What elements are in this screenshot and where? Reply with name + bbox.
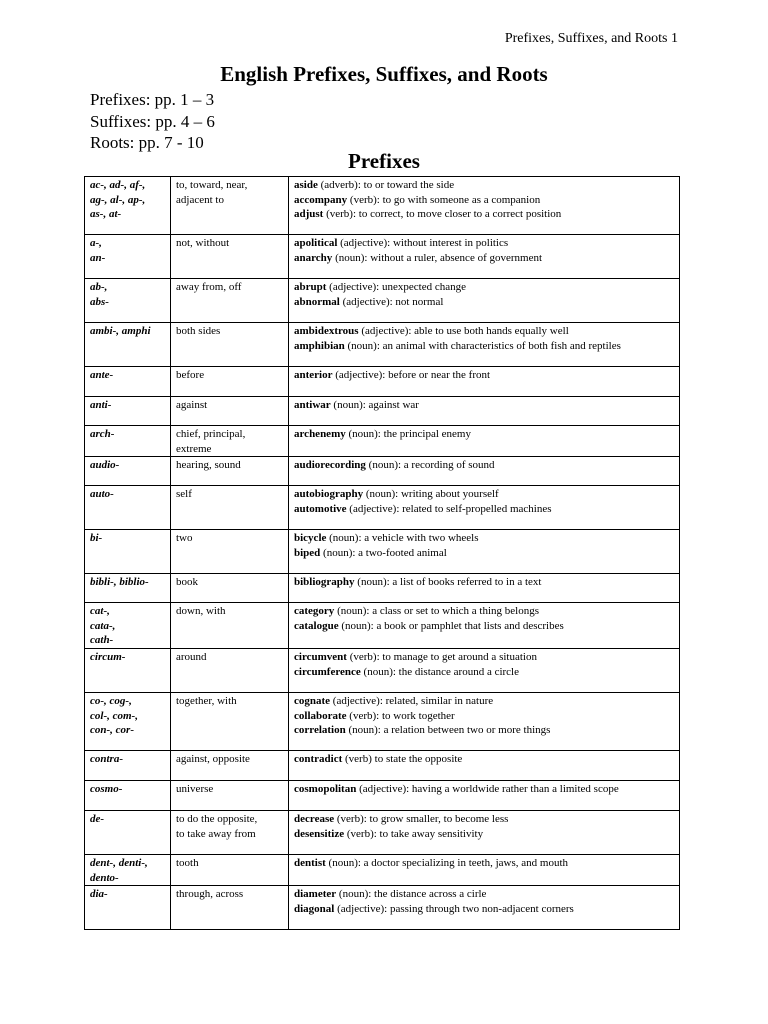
example-definition: (noun): a recording of sound xyxy=(365,459,495,472)
example-word: anterior xyxy=(294,369,333,381)
example-definition: (adjective): related to self-propelled machines xyxy=(346,502,552,515)
example-definition: (noun): the distance around a circle xyxy=(360,665,519,678)
example-word: ambidextrous xyxy=(294,325,359,337)
table-row xyxy=(85,367,680,397)
section-title: Prefixes xyxy=(348,149,420,173)
example-line xyxy=(294,782,674,797)
meaning-cell: tooth xyxy=(171,854,289,885)
prefix-cell: bibli-, biblio- xyxy=(85,574,171,603)
prefix-cell: ante- xyxy=(85,367,171,397)
example-word: aside xyxy=(294,179,318,191)
prefix-table-body xyxy=(85,177,680,930)
example-word: circumvent xyxy=(294,650,347,663)
meaning-cell: both sides xyxy=(171,323,289,367)
example-line xyxy=(294,280,674,295)
example-definition: (noun): a book or pamphlet that lists and describes xyxy=(338,619,564,632)
example-definition: (verb): to take away sensitivity xyxy=(344,827,484,840)
meaning-cell: around xyxy=(171,648,289,692)
prefix-table xyxy=(84,176,680,930)
examples-cell xyxy=(289,177,680,235)
table-row xyxy=(85,648,680,692)
example-line xyxy=(294,251,674,266)
prefix-cell: bi- xyxy=(85,530,171,574)
example-word: category xyxy=(294,605,335,618)
example-word: circumference xyxy=(294,665,361,678)
meaning-cell: universe xyxy=(171,780,289,810)
example-word: dentist xyxy=(294,856,326,869)
toc-suffixes: Suffixes: pp. 4 – 6 xyxy=(90,111,215,131)
table-row xyxy=(85,457,680,486)
example-line xyxy=(294,546,674,561)
example-definition: (verb): to work together xyxy=(346,709,455,722)
document-title: English Prefixes, Suffixes, and Roots xyxy=(220,62,548,86)
prefix-cell: arch- xyxy=(85,426,171,457)
example-definition: (verb): to go with someone as a companion xyxy=(347,193,541,206)
example-word: bicycle xyxy=(294,532,327,545)
example-definition: (verb): to manage to get around a situation xyxy=(346,650,537,663)
meaning-cell: before xyxy=(171,367,289,397)
example-definition: (adjective): without interest in politics xyxy=(337,237,509,249)
example-definition: (noun): a doctor specializing in teeth, jaws, and mouth xyxy=(325,856,569,869)
prefix-cell: cosmo- xyxy=(85,780,171,810)
example-line xyxy=(294,324,674,339)
example-definition: (adjective): having a worldwide rather than a limited scope xyxy=(356,782,619,795)
prefix-cell: dia- xyxy=(85,886,171,930)
meaning-cell: against xyxy=(171,397,289,426)
example-word: cognate xyxy=(294,694,331,707)
example-definition: (noun): without a ruler, absence of government xyxy=(332,251,543,264)
running-head: Prefixes, Suffixes, and Roots 1 xyxy=(504,31,678,46)
table-row xyxy=(85,574,680,603)
example-definition: (adjective): unexpected change xyxy=(326,281,466,293)
examples-cell xyxy=(289,810,680,854)
examples-cell xyxy=(289,367,680,397)
example-line xyxy=(294,604,674,619)
prefix-cell: cat-, cata-, cath- xyxy=(85,603,171,649)
example-definition: (adjective): passing through two non-adjacent corners xyxy=(334,902,574,915)
prefix-cell: ac-, ad-, af-, ag-, al-, ap-, as-, at- xyxy=(85,177,171,235)
table-row xyxy=(85,750,680,780)
example-line xyxy=(294,339,674,354)
prefix-cell: co-, cog-, col-, com-, con-, cor- xyxy=(85,692,171,750)
table-row xyxy=(85,323,680,367)
example-definition: (noun): the distance across a cirle xyxy=(336,888,487,901)
example-line xyxy=(294,709,674,724)
example-line xyxy=(294,427,674,442)
example-word: collaborate xyxy=(294,709,347,722)
example-word: anarchy xyxy=(294,251,333,264)
example-word: abrupt xyxy=(294,281,327,293)
example-word: autobiography xyxy=(294,488,364,501)
examples-cell xyxy=(289,854,680,885)
prefix-cell: anti- xyxy=(85,397,171,426)
example-line xyxy=(294,207,674,222)
meaning-cell: not, without xyxy=(171,235,289,279)
examples-cell xyxy=(289,397,680,426)
example-definition: (adjective): before or near the front xyxy=(332,369,491,381)
example-word: catalogue xyxy=(294,619,339,632)
example-line xyxy=(294,193,674,208)
example-line xyxy=(294,531,674,546)
table-row xyxy=(85,279,680,323)
example-definition: (noun): a class or set to which a thing belongs xyxy=(334,605,539,618)
example-word: archenemy xyxy=(294,428,346,440)
example-word: diameter xyxy=(294,888,337,901)
example-line xyxy=(294,650,674,665)
examples-cell xyxy=(289,574,680,603)
example-line xyxy=(294,295,674,310)
example-word: correlation xyxy=(294,724,346,737)
examples-cell xyxy=(289,426,680,457)
meaning-cell: self xyxy=(171,486,289,530)
table-row xyxy=(85,810,680,854)
meaning-cell: book xyxy=(171,574,289,603)
example-line xyxy=(294,458,674,473)
prefix-cell: de- xyxy=(85,810,171,854)
example-definition: (adverb): to or toward the side xyxy=(317,179,455,191)
examples-cell xyxy=(289,323,680,367)
example-word: abnormal xyxy=(294,295,340,308)
examples-cell xyxy=(289,780,680,810)
example-definition: (noun): a two-footed animal xyxy=(320,546,447,559)
examples-cell xyxy=(289,235,680,279)
example-word: adjust xyxy=(294,208,324,221)
example-word: bibliography xyxy=(294,576,355,589)
examples-cell xyxy=(289,692,680,750)
meaning-cell: down, with xyxy=(171,603,289,649)
meaning-cell: to, toward, near, adjacent to xyxy=(171,177,289,235)
example-definition: (adjective): related, similar in nature xyxy=(330,694,494,707)
example-definition: (noun): writing about yourself xyxy=(363,488,499,501)
example-definition: (noun): an animal with characteristics of both fish and reptiles xyxy=(344,339,621,352)
example-line xyxy=(294,694,674,709)
example-line xyxy=(294,368,674,383)
example-line xyxy=(294,502,674,517)
meaning-cell: two xyxy=(171,530,289,574)
table-row xyxy=(85,426,680,457)
example-word: apolitical xyxy=(294,237,338,249)
example-definition: (noun): a vehicle with two wheels xyxy=(326,532,479,545)
example-definition: (adjective): able to use both hands equally well xyxy=(358,325,569,337)
example-word: antiwar xyxy=(294,399,331,411)
example-word: desensitize xyxy=(294,827,345,840)
example-line xyxy=(294,856,674,871)
example-word: biped xyxy=(294,546,321,559)
example-line xyxy=(294,398,674,413)
example-definition: (noun): the principal enemy xyxy=(345,428,471,440)
examples-cell xyxy=(289,279,680,323)
examples-cell xyxy=(289,750,680,780)
example-line xyxy=(294,723,674,738)
prefix-cell: auto- xyxy=(85,486,171,530)
examples-cell xyxy=(289,457,680,486)
table-row xyxy=(85,235,680,279)
meaning-cell: together, with xyxy=(171,692,289,750)
example-definition: (verb): to correct, to move closer to a correct position xyxy=(323,208,562,221)
example-line xyxy=(294,619,674,634)
examples-cell xyxy=(289,603,680,649)
example-definition: (noun): a relation between two or more things xyxy=(345,724,551,737)
prefix-cell: circum- xyxy=(85,648,171,692)
example-line xyxy=(294,902,674,917)
example-definition: (verb): to grow smaller, to become less xyxy=(334,812,509,825)
examples-cell xyxy=(289,886,680,930)
meaning-cell: through, across xyxy=(171,886,289,930)
example-line xyxy=(294,575,674,590)
example-word: amphibian xyxy=(294,339,345,352)
table-row xyxy=(85,692,680,750)
example-word: contradict xyxy=(294,752,343,765)
example-line xyxy=(294,178,674,193)
table-row xyxy=(85,854,680,885)
table-of-contents xyxy=(90,89,215,154)
example-word: diagonal xyxy=(294,902,335,915)
meaning-cell: chief, principal, extreme xyxy=(171,426,289,457)
toc-prefixes: Prefixes: pp. 1 – 3 xyxy=(90,90,215,109)
meaning-cell: to do the opposite, to take away from xyxy=(171,810,289,854)
toc-roots: Roots: pp. 7 - 10 xyxy=(90,133,204,152)
prefix-cell: ambi-, amphi xyxy=(85,323,171,367)
examples-cell xyxy=(289,486,680,530)
table-row xyxy=(85,397,680,426)
example-definition: (noun): a list of books referred to in a text xyxy=(354,576,542,589)
table-row xyxy=(85,886,680,930)
meaning-cell: away from, off xyxy=(171,279,289,323)
example-definition: (verb) to state the opposite xyxy=(342,752,463,765)
example-line xyxy=(294,887,674,902)
example-word: decrease xyxy=(294,812,335,825)
table-row xyxy=(85,603,680,649)
prefix-cell: a-, an- xyxy=(85,235,171,279)
table-row xyxy=(85,530,680,574)
prefix-cell: audio- xyxy=(85,457,171,486)
example-word: cosmopolitan xyxy=(294,782,357,795)
example-line xyxy=(294,812,674,827)
prefix-cell: dent-, denti-, dento- xyxy=(85,854,171,885)
example-definition: (noun): against war xyxy=(330,399,419,411)
prefix-cell: ab-, abs- xyxy=(85,279,171,323)
prefix-cell: contra- xyxy=(85,750,171,780)
table-row xyxy=(85,486,680,530)
example-word: automotive xyxy=(294,502,347,515)
example-word: accompany xyxy=(294,193,348,206)
meaning-cell: against, opposite xyxy=(171,750,289,780)
example-line xyxy=(294,236,674,251)
example-line xyxy=(294,827,674,842)
example-word: audiorecording xyxy=(294,459,366,472)
table-row xyxy=(85,177,680,235)
example-line xyxy=(294,487,674,502)
examples-cell xyxy=(289,530,680,574)
meaning-cell: hearing, sound xyxy=(171,457,289,486)
example-line xyxy=(294,752,674,767)
table-row xyxy=(85,780,680,810)
examples-cell xyxy=(289,648,680,692)
example-line xyxy=(294,665,674,680)
example-definition: (adjective): not normal xyxy=(339,295,444,308)
